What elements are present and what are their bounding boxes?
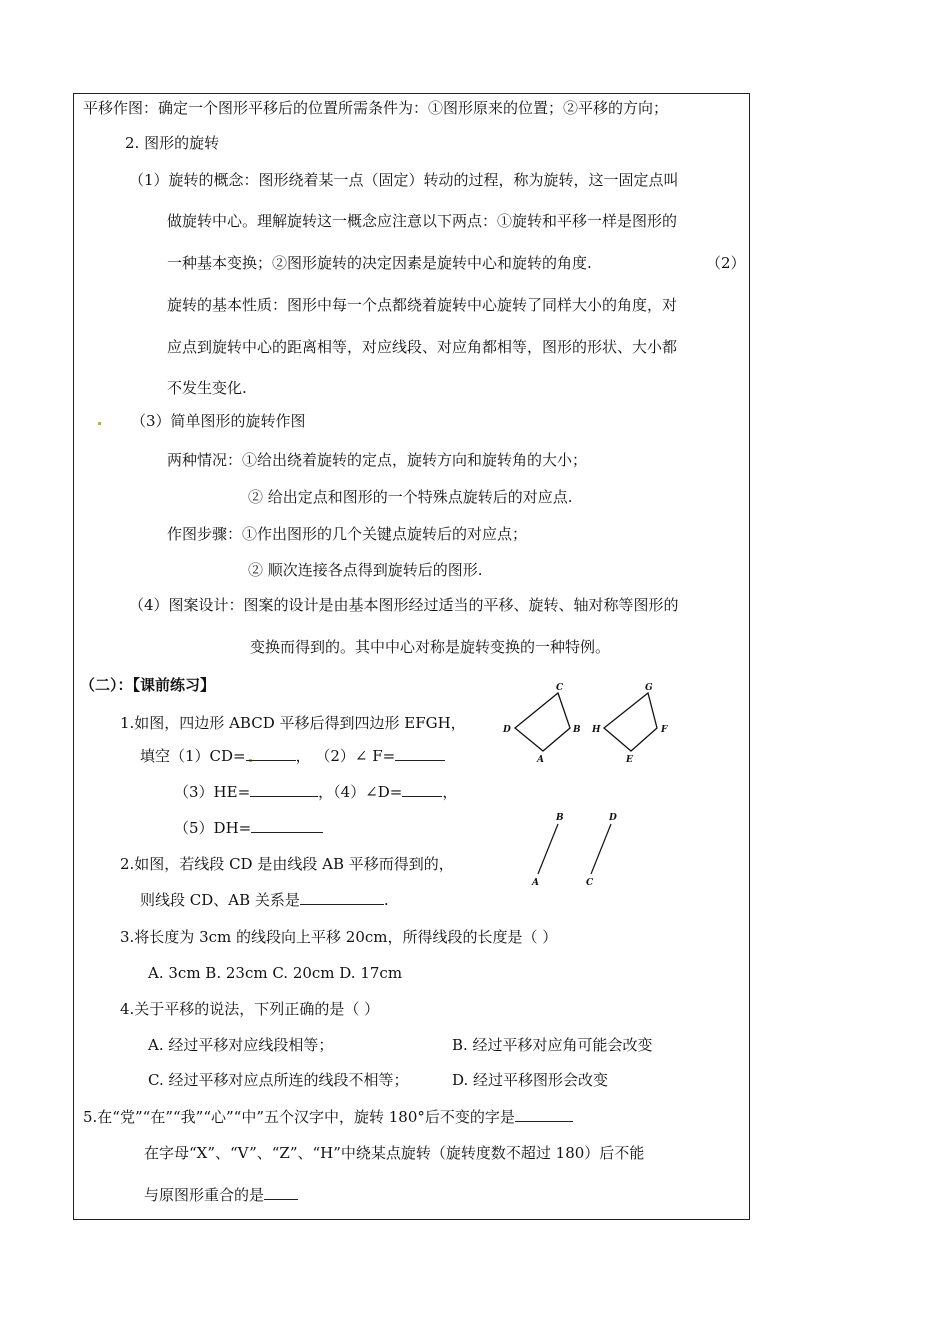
question-4-option-a: A. 经过平移对应线段相等；	[148, 1036, 334, 1054]
question-2: 2.如图，若线段 CD 是由线段 AB 平移而得到的，	[120, 855, 454, 873]
rotation-drawing-heading: （3）简单图形的旋转作图	[131, 412, 306, 430]
item-number-2: （2）	[706, 254, 746, 272]
exercise-section-heading: （二）：【课前练习】	[80, 676, 216, 694]
q1-dh-label: （5）DH=	[174, 819, 252, 837]
quadrilateral-efgh	[604, 693, 657, 751]
q2-period: .	[383, 891, 389, 909]
drawing-steps-line1: 作图步骤：①作出图形的几个关键点旋转后的对应点；	[167, 525, 528, 543]
q1-angle-d-label: ，（4）∠D=	[318, 783, 403, 801]
q5-text: 5.在“党”“在”“我”“心”“中”五个汉字中，旋转 180°后不变的字是	[83, 1108, 515, 1126]
label-h: H	[592, 725, 601, 735]
label-b: B	[573, 725, 581, 735]
q1-cd-label: 填空（1）CD=	[140, 747, 246, 765]
q5-line3-blank[interactable]	[264, 1185, 298, 1200]
q5-blank[interactable]	[515, 1107, 573, 1122]
question-4-option-b: B. 经过平移对应角可能会改变	[452, 1036, 653, 1054]
rotation-concept-line1: （1）旋转的概念：图形绕着某一点（固定）转动的过程，称为旋转，这一固定点叫	[129, 171, 679, 189]
label-d: D	[609, 813, 617, 823]
q5-line3-text: 与原图形重合的是	[144, 1186, 265, 1204]
question-5	[83, 1107, 573, 1127]
rotation-concept-line2: 做旋转中心。理解旋转这一概念应注意以下两点：①旋转和平移一样是图形的	[167, 212, 678, 230]
question-1: 1.如图，四边形 ABCD 平移后得到四边形 EFGH，	[120, 714, 466, 732]
label-d: D	[503, 725, 511, 735]
label-a: A	[537, 755, 544, 765]
segment-cd	[591, 824, 611, 874]
segments-figure	[525, 808, 625, 890]
q1-comma: ，	[442, 783, 458, 801]
question-1-blanks-a	[140, 746, 445, 766]
quadrilateral-figure	[495, 678, 685, 768]
pattern-design-line2: 变换而得到的。其中中心对称是旋转变换的一种特例。	[250, 638, 611, 656]
q1-he-label: （3）HE=	[174, 783, 251, 801]
rotation-property-line2: 应点到旋转中心的距离相等，对应线段、对应角都相等，图形的形状、大小都	[167, 338, 678, 356]
question-4-option-d: D. 经过平移图形会改变	[452, 1071, 609, 1089]
quadrilateral-abcd	[515, 693, 570, 751]
label-e: E	[626, 755, 633, 765]
two-cases-line1: 两种情况：①给出绕着旋转的定点，旋转方向和旋转角的大小；	[167, 451, 588, 469]
label-f: F	[661, 725, 668, 735]
label-a: A	[532, 878, 539, 888]
question-5-line3	[144, 1185, 298, 1205]
q1-cd-blank[interactable]	[246, 746, 296, 761]
question-4: 4.关于平移的说法，下列正确的是（ ）	[120, 1000, 380, 1018]
two-cases-line2: ② 给出定点和图形的一个特殊点旋转后的对应点.	[248, 488, 573, 506]
question-2-blank-line	[140, 890, 389, 910]
label-g: G	[645, 683, 653, 693]
drawing-steps-line2: ② 顺次连接各点得到旋转后的图形.	[248, 561, 483, 579]
q1-angle-f-label: ， （2）∠ F=	[295, 747, 396, 765]
rotation-property-line1: 旋转的基本性质：图形中每一个点都绕着旋转中心旋转了同样大小的角度，对	[167, 296, 678, 314]
q2-blank[interactable]	[300, 890, 384, 905]
decorative-dot	[98, 422, 101, 425]
section-rotation-heading: 2. 图形的旋转	[125, 134, 220, 152]
question-3: 3.将长度为 3cm 的线段向上平移 20cm，所得线段的长度是（ ）	[120, 928, 558, 946]
q1-angle-f-blank[interactable]	[395, 746, 445, 761]
rotation-concept-line3: 一种基本变换；②图形旋转的决定因素是旋转中心和旋转的角度.	[167, 254, 592, 272]
rotation-property-line3: 不发生变化.	[167, 379, 247, 397]
question-3-options: A. 3cm B. 23cm C. 20cm D. 17cm	[148, 964, 403, 982]
translation-drawing-text: 平移作图：确定一个图形平移后的位置所需条件为：①图形原来的位置；②平移的方向；	[83, 99, 669, 117]
question-1-blanks-b	[174, 782, 457, 802]
question-1-blanks-c	[174, 818, 323, 838]
segment-ab	[538, 824, 558, 874]
question-4-option-c: C. 经过平移对应点所连的线段不相等；	[148, 1071, 409, 1089]
pattern-design-line1: （4）图案设计：图案的设计是由基本图形经过适当的平移、旋转、轴对称等图形的	[129, 596, 679, 614]
q1-he-blank[interactable]	[250, 782, 318, 797]
question-5-line2: 在字母“X”、“V”、“Z”、“H”中绕某点旋转（旋转度数不超过 180）后不能	[144, 1144, 645, 1162]
label-c: C	[586, 878, 594, 888]
label-c: C	[556, 683, 564, 693]
q2-label: 则线段 CD、AB 关系是	[140, 891, 300, 909]
label-b: B	[556, 813, 564, 823]
q1-angle-d-blank[interactable]	[402, 782, 442, 797]
q1-dh-blank[interactable]	[251, 818, 323, 833]
